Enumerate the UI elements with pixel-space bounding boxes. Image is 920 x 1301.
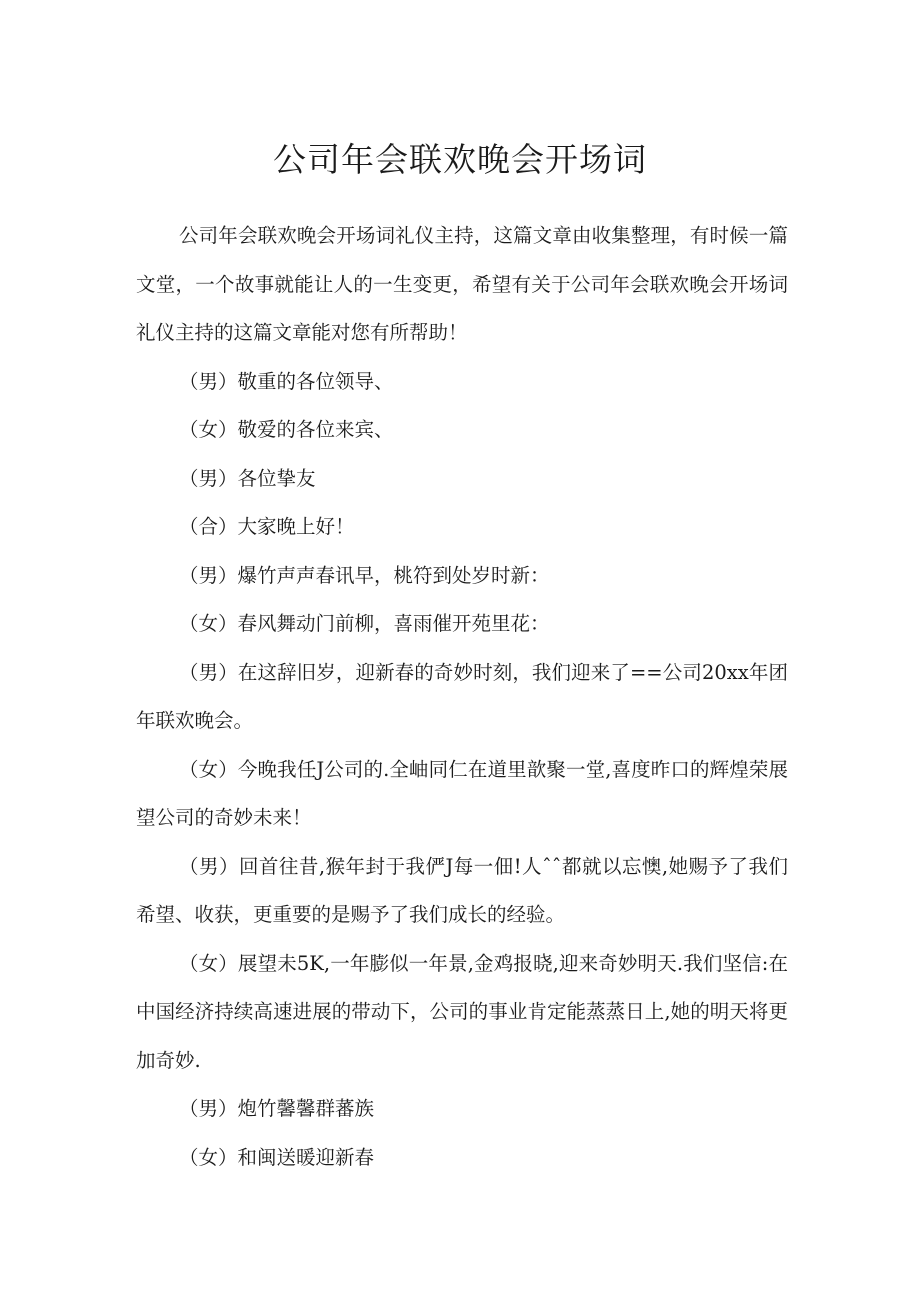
paragraph-line: （女）和闽送暖迎新春: [179, 1145, 375, 1169]
document-body: [136, 212, 788, 1182]
paragraph-line: （男）回首往昔,猴年封于我俨J每一佃!人ˆˆ都就以忘懊,她赐予了我们希望、收获，更重要的是赐予了我们成长的经验。: [136, 854, 788, 926]
paragraph-line: （女）春风舞动门前柳，喜雨催开苑里花：: [179, 612, 550, 635]
paragraph-line: （男）敬重的各位领导、: [179, 369, 394, 393]
paragraph-line: （男）各位挚友: [179, 466, 316, 490]
paragraph-line: （男）在这辞旧岁，迎新春的奇妙时刻，我们迎来了==公司20xx年团年联欢晚会。: [136, 660, 788, 732]
paragraph-line: （女）敬爱的各位来宾、: [179, 418, 394, 441]
paragraph-intro: 公司年会联欢晚会开场词礼仪主持，这篇文章由收集整理，有时候一篇文堂，一个故事就能让人的一生变更，希望有关于公司年会联欢晚会开场词礼仪主持的这篇文章能对您有所帮助！: [136, 224, 788, 344]
document-title: 公司年会联欢晚会开场词: [273, 140, 647, 179]
paragraph-line: （女）展望未5K,一年膨似一年景,金鸡报晓,迎来奇妙明天.我们坚信:在中国经济持续高速进展的带动下，公司的事业肯定能蒸蒸日上,她的明天将更加奇妙.: [136, 951, 788, 1072]
paragraph-line: （男）炮竹馨馨群蕃族: [179, 1097, 375, 1120]
paragraph-line: （女）今晚我任J公司的.全岫同仁在道里歆聚一堂,喜度昨口的辉煌荣展望公司的奇妙未来！: [136, 757, 788, 829]
paragraph-line: （男）爆竹声声春讯早，桃符到处岁时新：: [179, 563, 550, 587]
paragraph-line: （合）大家晚上好！: [179, 515, 355, 538]
